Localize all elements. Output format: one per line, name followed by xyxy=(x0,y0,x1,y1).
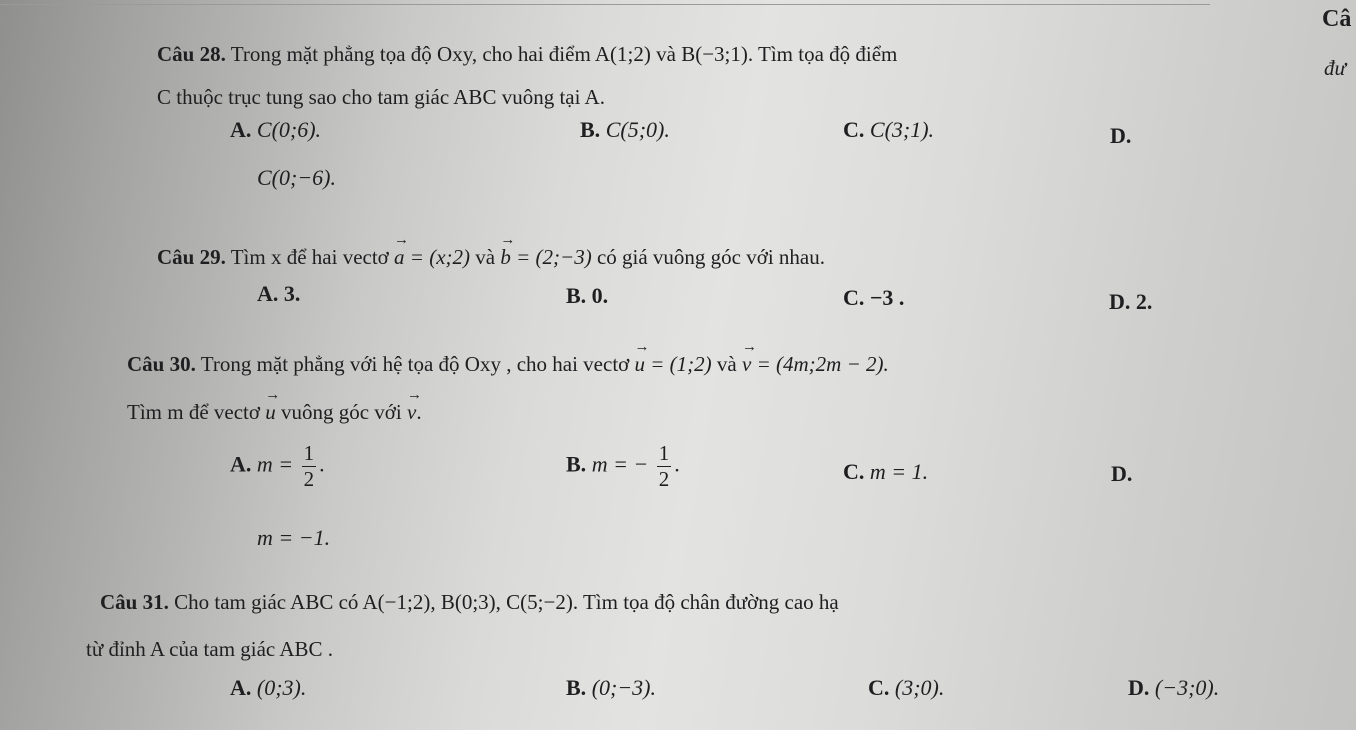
q30-option-b-fraction xyxy=(657,443,672,490)
q30-line2-mid: vuông góc với xyxy=(275,400,407,424)
q28-option-a[interactable] xyxy=(230,117,321,143)
q30-vector-v: → v xyxy=(742,352,751,377)
q31-option-d-value: (−3;0). xyxy=(1154,675,1220,700)
q28-line1 xyxy=(157,42,897,67)
q30-option-a-denominator: 2 xyxy=(303,467,315,491)
q29-vector-a: → a xyxy=(394,245,405,270)
q30-option-b-label: B. xyxy=(566,451,587,477)
q30-vector-u-value: = (1;2) xyxy=(645,352,712,376)
q28-option-a-value: C(0;6). xyxy=(256,117,322,142)
q29-text-pre: Tìm x để hai vectơ xyxy=(230,245,389,269)
q30-option-a-label: A. xyxy=(230,451,252,477)
q29-line1 xyxy=(157,245,825,270)
q31-option-a-label: A. xyxy=(230,675,252,700)
q30-option-a-fraction xyxy=(302,443,317,490)
q31-option-d-label: D. xyxy=(1128,675,1150,700)
q28-option-b-value: C(5;0). xyxy=(605,117,670,142)
q30-option-b[interactable] xyxy=(566,443,680,490)
q31-option-c-label: C. xyxy=(868,675,890,700)
top-rule xyxy=(0,4,1210,5)
q31-line1 xyxy=(100,590,839,615)
q30-option-a[interactable] xyxy=(230,443,325,490)
q28-option-a-label: A. xyxy=(230,117,252,142)
q31-line2: từ đỉnh A của tam giác ABC . xyxy=(86,637,334,661)
q31-option-a-value: (0;3). xyxy=(256,675,307,700)
q30-option-b-lhs: m = − xyxy=(591,451,649,477)
q31-option-b-value: (0;−3). xyxy=(591,675,657,700)
q30-text-and: và xyxy=(711,352,742,376)
q30-line2-vector-u: → u xyxy=(265,400,276,425)
q31-text-1: Cho tam giác ABC có A(−1;2), B(0;3), C(5;−2). Tìm tọa độ chân đường cao hạ xyxy=(174,590,839,614)
q31-label: Câu 31. xyxy=(100,590,169,614)
q30-option-b-end: . xyxy=(674,451,680,477)
q28-option-c-value: C(3;1). xyxy=(869,117,935,142)
q29-option-b[interactable]: B. 0. xyxy=(566,283,609,308)
q29-vector-b-value: = (2;−3) xyxy=(510,245,592,269)
q30-option-a-end: . xyxy=(319,451,325,477)
q31-option-d[interactable] xyxy=(1128,675,1219,701)
q30-option-b-denominator: 2 xyxy=(658,467,670,491)
q29-text-and: và xyxy=(470,245,501,269)
q30-option-b-numerator: 1 xyxy=(658,441,670,465)
corner-text-top: Câ xyxy=(1322,6,1352,32)
q28-option-d-label[interactable]: D. xyxy=(1110,123,1132,148)
q28-line2: C thuộc trục tung sao cho tam giác ABC vuông tại A. xyxy=(157,85,605,109)
q30-vector-v-value: = (4m;2m − 2). xyxy=(751,352,889,376)
q30-line2-pre: Tìm m để vectơ xyxy=(127,400,266,424)
q30-option-d-value: m = −1. xyxy=(257,525,331,550)
q29-option-d[interactable]: D. 2. xyxy=(1109,289,1153,314)
q30-option-a-numerator: 1 xyxy=(303,441,315,465)
q30-line2-vector-v: → v xyxy=(407,400,416,425)
q30-option-c-value: m = 1. xyxy=(869,459,929,484)
q28-option-c-label: C. xyxy=(843,117,865,142)
q30-option-c[interactable] xyxy=(843,459,928,485)
q29-vector-b: → b xyxy=(500,245,511,270)
q29-label: Câu 29. xyxy=(157,245,226,269)
q30-text-pre: Trong mặt phẳng với hệ tọa độ Oxy , cho hai vectơ xyxy=(200,352,630,376)
q29-option-c[interactable]: C. −3 . xyxy=(843,285,905,310)
q31-option-b[interactable] xyxy=(566,675,656,701)
q28-label: Câu 28. xyxy=(157,42,226,66)
q28-option-b-label: B. xyxy=(580,117,601,142)
q30-option-c-label: C. xyxy=(843,459,865,484)
q29-vector-a-value: = (x;2) xyxy=(404,245,471,269)
q30-line2 xyxy=(127,400,422,425)
q31-option-c-value: (3;0). xyxy=(894,675,945,700)
q29-option-a[interactable]: A. 3. xyxy=(257,281,301,306)
q31-option-a[interactable] xyxy=(230,675,306,701)
q29-text-post: có giá vuông góc với nhau. xyxy=(591,245,825,269)
q30-line1 xyxy=(127,352,889,377)
corner-text-mid: đư xyxy=(1324,56,1346,80)
q28-option-d-value: C(0;−6). xyxy=(257,165,336,190)
q28-text-1: Trong mặt phẳng tọa độ Oxy, cho hai điểm A(1;2) và B(−3;1). Tìm tọa độ điểm xyxy=(230,42,898,66)
q31-option-c[interactable] xyxy=(868,675,944,701)
q28-option-b[interactable] xyxy=(580,117,670,143)
q28-option-c[interactable] xyxy=(843,117,934,143)
q30-label: Câu 30. xyxy=(127,352,196,376)
q31-option-b-label: B. xyxy=(566,675,587,700)
q30-option-d-label[interactable]: D. xyxy=(1111,461,1133,486)
q30-line2-end: . xyxy=(416,400,422,424)
q30-option-a-lhs: m = xyxy=(256,451,294,477)
q30-vector-u: → u xyxy=(635,352,646,377)
